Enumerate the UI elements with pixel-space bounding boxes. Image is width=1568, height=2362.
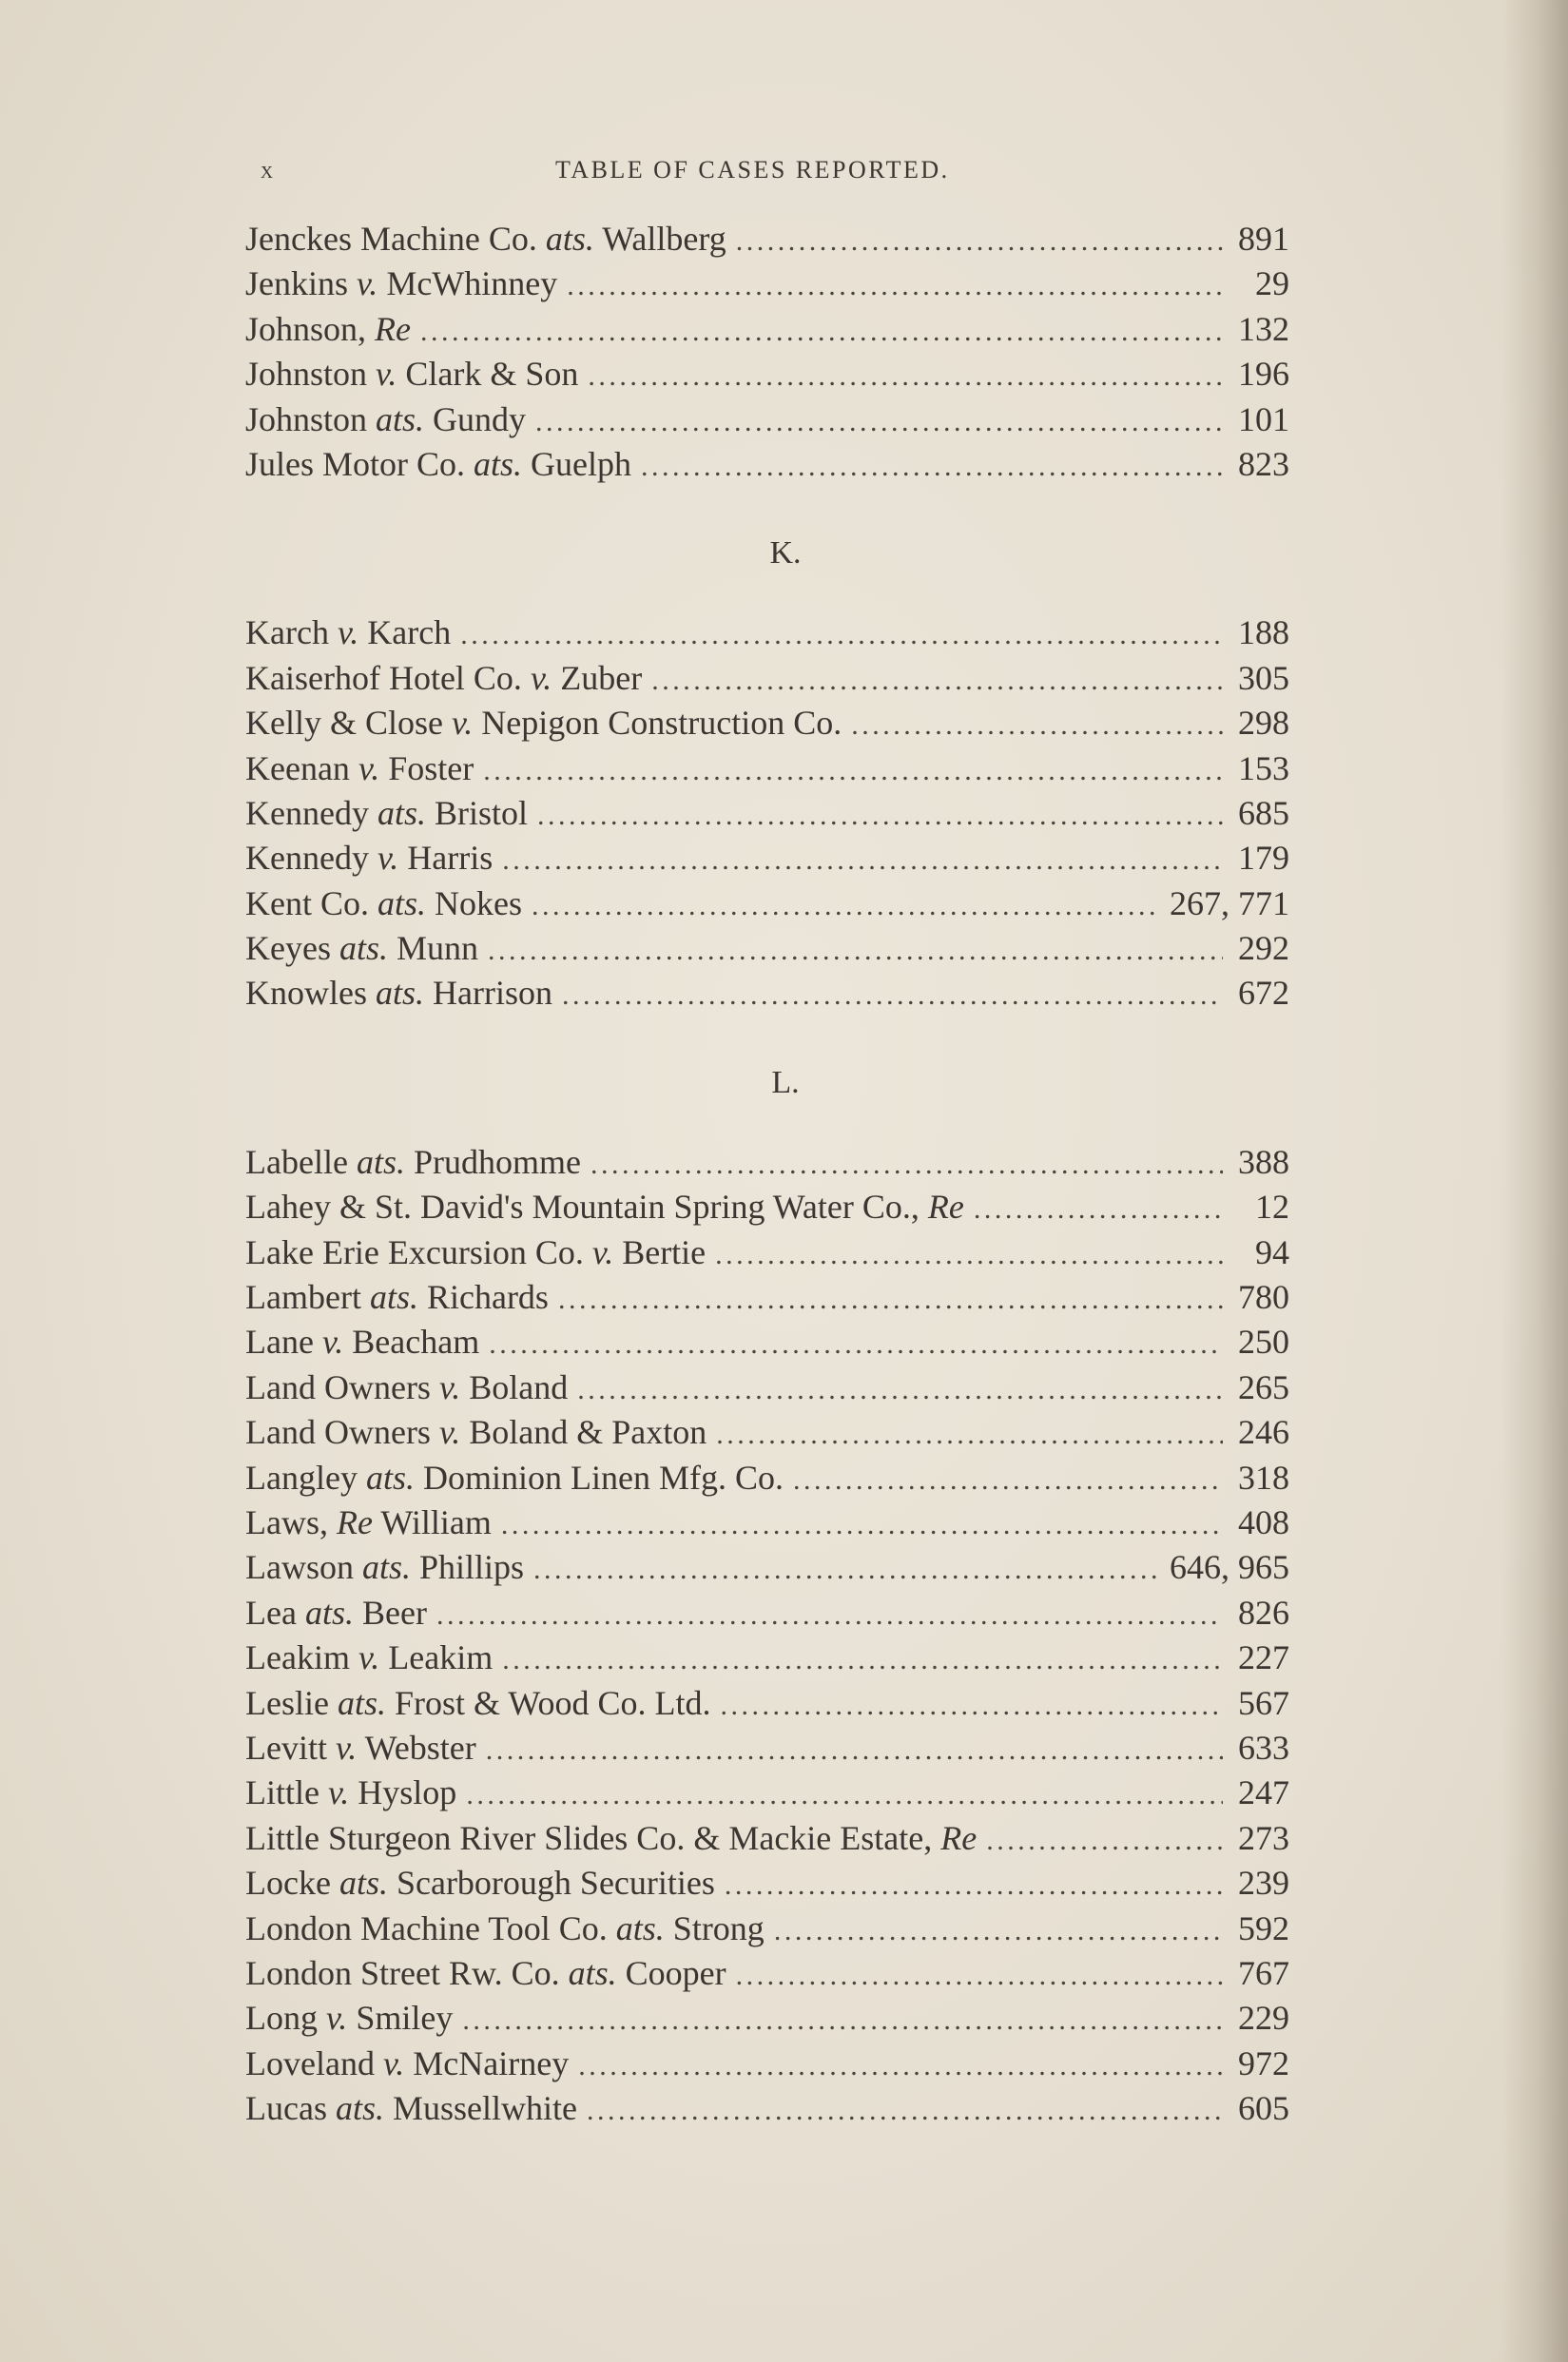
case-conjunction: ats. bbox=[369, 1278, 418, 1317]
case-entry bbox=[245, 1545, 1289, 1590]
dot-leader bbox=[502, 1637, 1223, 1682]
case-conjunction: ats. bbox=[361, 1548, 411, 1587]
case-party-second: Bristol bbox=[434, 793, 528, 832]
case-name bbox=[245, 926, 478, 971]
case-page-number: 132 bbox=[1238, 309, 1289, 348]
case-party-second: Hyslop bbox=[358, 1773, 457, 1812]
case-name bbox=[245, 1410, 707, 1455]
case-party-first: Little bbox=[245, 1773, 319, 1812]
dot-leader bbox=[460, 612, 1223, 657]
case-page-number: 592 bbox=[1238, 1908, 1289, 1947]
case-name bbox=[245, 1907, 765, 1951]
case-entry bbox=[245, 1771, 1289, 1815]
dot-leader bbox=[725, 1863, 1223, 1907]
case-party-second: Guelph bbox=[531, 444, 632, 483]
case-name bbox=[245, 1275, 549, 1320]
dot-leader bbox=[466, 1772, 1223, 1817]
case-party-second: Nepigon Construction Co. bbox=[481, 704, 842, 743]
dot-leader bbox=[488, 928, 1223, 973]
case-entry bbox=[245, 1951, 1289, 1996]
dot-leader bbox=[716, 1412, 1223, 1457]
case-party-second: Harrison bbox=[433, 974, 552, 1013]
case-name bbox=[245, 1545, 524, 1590]
case-name bbox=[245, 1365, 568, 1410]
case-party-first: London Street Rw. Co. bbox=[245, 1953, 560, 1992]
case-entry bbox=[245, 1275, 1289, 1320]
case-page-number: 227 bbox=[1238, 1638, 1289, 1677]
case-entry bbox=[245, 836, 1289, 881]
case-page-number: 633 bbox=[1238, 1728, 1289, 1767]
case-party-first: Leakim bbox=[245, 1638, 350, 1677]
case-page-number: 972 bbox=[1238, 2043, 1289, 2082]
case-conjunction: v. bbox=[358, 1638, 380, 1677]
case-page-number: 239 bbox=[1238, 1864, 1289, 1903]
case-party-second: Strong bbox=[672, 1908, 765, 1947]
case-entry bbox=[245, 2042, 1289, 2086]
case-conjunction: v. bbox=[591, 1232, 614, 1271]
case-page-number: 292 bbox=[1238, 929, 1289, 968]
case-entry bbox=[245, 1996, 1289, 2041]
case-conjunction: v. bbox=[382, 2043, 405, 2082]
case-name bbox=[245, 1771, 456, 1815]
case-conjunction: Re bbox=[927, 1188, 964, 1227]
dot-leader bbox=[851, 703, 1223, 747]
case-page-number: 605 bbox=[1238, 2089, 1289, 2128]
case-party-second: Leakim bbox=[388, 1638, 494, 1677]
case-entry bbox=[245, 1636, 1289, 1680]
case-name bbox=[245, 701, 842, 745]
case-page-number: 273 bbox=[1238, 1818, 1289, 1857]
dot-leader bbox=[736, 219, 1223, 263]
case-conjunction: Re bbox=[336, 1502, 373, 1541]
case-conjunction: ats. bbox=[545, 220, 594, 258]
case-conjunction: v. bbox=[326, 1999, 348, 2038]
case-entry bbox=[245, 701, 1289, 745]
dot-leader bbox=[720, 1683, 1223, 1728]
case-page-number: 247 bbox=[1238, 1773, 1289, 1812]
case-page-number: 567 bbox=[1238, 1683, 1289, 1722]
case-party-first: Lambert bbox=[245, 1278, 361, 1317]
case-name bbox=[245, 307, 411, 352]
case-conjunction: ats. bbox=[568, 1953, 617, 1992]
case-name bbox=[245, 397, 526, 442]
dot-leader bbox=[578, 2043, 1223, 2088]
dot-leader bbox=[535, 399, 1223, 444]
case-party-second: Richards bbox=[426, 1278, 549, 1317]
dot-leader bbox=[774, 1908, 1223, 1953]
case-page-number: 229 bbox=[1238, 1999, 1289, 2038]
dot-leader bbox=[577, 1367, 1223, 1412]
case-entry bbox=[245, 1591, 1289, 1636]
page-edge-shadow bbox=[1501, 0, 1568, 2362]
case-conjunction: ats. bbox=[365, 1458, 415, 1497]
case-entry bbox=[245, 971, 1289, 1016]
case-entry bbox=[245, 881, 1289, 926]
dot-leader bbox=[974, 1187, 1223, 1231]
dot-leader bbox=[793, 1458, 1223, 1502]
case-entry bbox=[245, 1681, 1289, 1726]
case-page-number: 646, 965 bbox=[1170, 1548, 1289, 1587]
case-entry bbox=[245, 791, 1289, 836]
case-party-second: Prudhomme bbox=[413, 1142, 581, 1181]
case-name bbox=[245, 1500, 492, 1545]
case-party-first: Laws, bbox=[245, 1502, 328, 1541]
case-name bbox=[245, 1996, 453, 2041]
case-party-second: Clark & Son bbox=[405, 355, 579, 394]
case-conjunction: v. bbox=[357, 264, 378, 303]
case-conjunction: v. bbox=[438, 1367, 461, 1406]
dot-leader bbox=[715, 1232, 1223, 1277]
dot-leader bbox=[587, 2088, 1223, 2133]
case-entry bbox=[245, 261, 1289, 306]
running-title: TABLE OF CASES REPORTED. bbox=[555, 156, 950, 184]
case-page-number: 685 bbox=[1238, 793, 1289, 832]
case-entry bbox=[245, 1365, 1289, 1410]
case-name bbox=[245, 746, 474, 791]
case-page-number: 823 bbox=[1238, 444, 1289, 483]
case-party-first: Long bbox=[245, 1999, 318, 2038]
dot-leader bbox=[567, 263, 1223, 308]
case-name bbox=[245, 656, 642, 701]
case-entry bbox=[245, 1185, 1289, 1229]
case-entry bbox=[245, 1500, 1289, 1545]
case-party-second: Beer bbox=[361, 1593, 427, 1632]
case-entry bbox=[245, 1456, 1289, 1500]
case-entry bbox=[245, 442, 1289, 487]
case-page-number: 196 bbox=[1238, 355, 1289, 394]
case-party-first: Kaiserhof Hotel Co. bbox=[245, 658, 522, 697]
case-entry bbox=[245, 1230, 1289, 1275]
case-page-number: 29 bbox=[1255, 264, 1289, 303]
case-entry bbox=[245, 1816, 1289, 1861]
case-entry bbox=[245, 1140, 1289, 1185]
case-entry bbox=[245, 926, 1289, 971]
case-page-number: 767 bbox=[1238, 1953, 1289, 1992]
case-name bbox=[245, 881, 522, 926]
case-party-second: Beacham bbox=[352, 1323, 480, 1362]
case-party-second: Smiley bbox=[356, 1999, 454, 2038]
case-party-second: Phillips bbox=[419, 1548, 525, 1587]
case-party-first: Knowles bbox=[245, 974, 367, 1013]
case-conjunction: ats. bbox=[474, 444, 523, 483]
case-name bbox=[245, 836, 493, 881]
dot-leader bbox=[420, 309, 1223, 354]
case-conjunction: ats. bbox=[615, 1908, 665, 1947]
case-party-second: Webster bbox=[364, 1728, 476, 1767]
case-page-number: 318 bbox=[1238, 1458, 1289, 1497]
case-party-second: McWhinney bbox=[386, 264, 558, 303]
table-of-cases bbox=[245, 217, 1289, 2131]
case-party-second: Scarborough Securities bbox=[396, 1864, 715, 1903]
dot-leader bbox=[501, 1502, 1223, 1547]
case-party-first: Levitt bbox=[245, 1728, 327, 1767]
case-party-second: Cooper bbox=[625, 1953, 726, 1992]
case-party-second: Mussellwhite bbox=[392, 2089, 577, 2128]
case-conjunction: v. bbox=[377, 839, 399, 878]
case-name bbox=[245, 1185, 964, 1229]
case-name bbox=[245, 1951, 726, 1996]
case-party-second: Foster bbox=[388, 748, 474, 787]
case-page-number: 388 bbox=[1238, 1142, 1289, 1181]
case-party-first: Kennedy bbox=[245, 793, 369, 832]
case-page-number: 408 bbox=[1238, 1502, 1289, 1541]
dot-leader bbox=[651, 658, 1223, 703]
case-page-number: 298 bbox=[1238, 704, 1289, 743]
dot-leader bbox=[533, 1547, 1160, 1592]
dot-leader bbox=[486, 1728, 1223, 1772]
case-party-second: Munn bbox=[396, 929, 478, 968]
case-page-number: 246 bbox=[1238, 1413, 1289, 1452]
case-name bbox=[245, 1320, 479, 1365]
case-entry bbox=[245, 1907, 1289, 1951]
case-conjunction: ats. bbox=[376, 399, 425, 438]
case-name bbox=[245, 791, 528, 836]
case-name bbox=[245, 1636, 493, 1680]
case-party-second: Zuber bbox=[560, 658, 643, 697]
case-entry bbox=[245, 1320, 1289, 1365]
case-conjunction: v. bbox=[438, 1413, 461, 1452]
case-name bbox=[245, 2042, 569, 2086]
case-conjunction: Re bbox=[940, 1818, 978, 1857]
case-party-second: Harris bbox=[407, 839, 494, 878]
case-party-second: William bbox=[380, 1502, 492, 1541]
case-entry bbox=[245, 610, 1289, 655]
case-name bbox=[245, 1230, 706, 1275]
case-party-second: Nokes bbox=[435, 883, 523, 922]
case-conjunction: ats. bbox=[335, 2089, 384, 2128]
case-conjunction: ats. bbox=[376, 974, 425, 1013]
case-party-first: Little Sturgeon River Slides Co. & Mackie Estate, bbox=[245, 1818, 933, 1857]
case-conjunction: ats. bbox=[337, 1683, 386, 1722]
case-conjunction: ats. bbox=[377, 793, 426, 832]
dot-leader bbox=[537, 793, 1223, 838]
dot-leader bbox=[532, 883, 1160, 928]
case-conjunction: v. bbox=[358, 748, 380, 787]
case-name bbox=[245, 352, 578, 397]
dot-leader bbox=[986, 1818, 1223, 1863]
case-party-first: Kennedy bbox=[245, 839, 369, 878]
case-party-second: Karch bbox=[367, 613, 452, 652]
case-entry bbox=[245, 1726, 1289, 1771]
case-conjunction: ats. bbox=[356, 1142, 405, 1181]
case-party-first: Kent Co. bbox=[245, 883, 369, 922]
running-head bbox=[261, 156, 1287, 190]
dot-leader bbox=[588, 354, 1223, 398]
section-j bbox=[245, 217, 1289, 487]
case-party-first: Loveland bbox=[245, 2043, 375, 2082]
section-letter: L. bbox=[771, 1064, 800, 1100]
case-page-number: 305 bbox=[1238, 658, 1289, 697]
case-conjunction: v. bbox=[321, 1323, 344, 1362]
case-party-first: Karch bbox=[245, 613, 329, 652]
case-name bbox=[245, 1816, 977, 1861]
case-party-first: Kelly & Close bbox=[245, 704, 443, 743]
case-page-number: 265 bbox=[1238, 1367, 1289, 1406]
case-name bbox=[245, 261, 557, 306]
case-conjunction: v. bbox=[376, 355, 397, 394]
case-party-first: London Machine Tool Co. bbox=[245, 1908, 608, 1947]
dot-leader bbox=[462, 1998, 1223, 2043]
case-conjunction: v. bbox=[451, 704, 474, 743]
case-entry bbox=[245, 352, 1289, 397]
case-party-first: Keenan bbox=[245, 748, 350, 787]
case-party-first: Johnston bbox=[245, 355, 368, 394]
case-page-number: 188 bbox=[1238, 613, 1289, 652]
case-page-number: 179 bbox=[1238, 839, 1289, 878]
case-party-first: Johnston bbox=[245, 399, 368, 438]
case-page-number: 12 bbox=[1255, 1188, 1289, 1227]
dot-leader bbox=[483, 748, 1223, 793]
case-page-number: 153 bbox=[1238, 748, 1289, 787]
case-party-first: Jules Motor Co. bbox=[245, 444, 466, 483]
case-party-second: Bertie bbox=[622, 1232, 707, 1271]
case-entry bbox=[245, 656, 1289, 701]
case-entry bbox=[245, 2086, 1289, 2131]
case-entry bbox=[245, 746, 1289, 791]
case-conjunction: v. bbox=[337, 613, 359, 652]
case-page-number: 267, 771 bbox=[1170, 883, 1289, 922]
case-party-first: Johnson, bbox=[245, 309, 367, 348]
case-party-second: Frost & Wood Co. Ltd. bbox=[394, 1683, 711, 1722]
case-party-first: Land Owners bbox=[245, 1367, 431, 1406]
case-entry bbox=[245, 397, 1289, 442]
case-party-first: Lawson bbox=[245, 1548, 354, 1587]
case-name bbox=[245, 610, 451, 655]
case-name bbox=[245, 2086, 577, 2131]
dot-leader bbox=[436, 1593, 1223, 1637]
case-name bbox=[245, 1681, 710, 1726]
case-page-number: 94 bbox=[1255, 1232, 1289, 1271]
case-conjunction: v. bbox=[327, 1773, 350, 1812]
case-party-first: Jenkins bbox=[245, 264, 348, 303]
case-name bbox=[245, 442, 631, 487]
section-k bbox=[245, 531, 1289, 1016]
case-name bbox=[245, 1726, 476, 1771]
case-page-number: 891 bbox=[1238, 220, 1289, 258]
case-party-first: Lake Erie Excursion Co. bbox=[245, 1232, 584, 1271]
case-name bbox=[245, 217, 726, 261]
case-page-number: 250 bbox=[1238, 1323, 1289, 1362]
case-party-first: Lucas bbox=[245, 2089, 327, 2128]
case-party-second: Wallberg bbox=[602, 220, 726, 258]
case-party-first: Lane bbox=[245, 1323, 314, 1362]
dot-leader bbox=[590, 1142, 1223, 1187]
case-party-second: McNairney bbox=[413, 2043, 570, 2082]
case-page-number: 672 bbox=[1238, 974, 1289, 1013]
case-party-first: Labelle bbox=[245, 1142, 348, 1181]
case-name bbox=[245, 1456, 784, 1500]
case-conjunction: v. bbox=[335, 1728, 358, 1767]
case-party-first: Keyes bbox=[245, 929, 331, 968]
section-l bbox=[245, 1060, 1289, 2132]
dot-leader bbox=[558, 1277, 1223, 1322]
case-party-first: Lahey & St. David's Mountain Spring Water Co., bbox=[245, 1188, 920, 1227]
case-name bbox=[245, 971, 552, 1016]
dot-leader bbox=[641, 444, 1223, 489]
case-party-second: Gundy bbox=[433, 399, 527, 438]
case-conjunction: ats. bbox=[377, 883, 427, 922]
case-page-number: 780 bbox=[1238, 1278, 1289, 1317]
page-number: x bbox=[261, 156, 274, 184]
case-conjunction: ats. bbox=[339, 1864, 388, 1903]
section-letter: K. bbox=[769, 535, 802, 571]
dot-leader bbox=[502, 838, 1223, 882]
case-name bbox=[245, 1591, 427, 1636]
case-party-first: Locke bbox=[245, 1864, 331, 1903]
case-conjunction: v. bbox=[530, 658, 552, 697]
case-party-first: Land Owners bbox=[245, 1413, 431, 1452]
case-conjunction: ats. bbox=[339, 929, 388, 968]
case-name bbox=[245, 1140, 581, 1185]
dot-leader bbox=[736, 1953, 1223, 1998]
case-party-first: Leslie bbox=[245, 1683, 329, 1722]
case-page-number: 826 bbox=[1238, 1593, 1289, 1632]
case-entry bbox=[245, 1861, 1289, 1906]
case-conjunction: ats. bbox=[304, 1593, 354, 1632]
dot-leader bbox=[489, 1322, 1223, 1366]
case-party-second: Boland & Paxton bbox=[469, 1413, 707, 1452]
case-conjunction: Re bbox=[375, 309, 411, 348]
case-party-first: Lea bbox=[245, 1593, 297, 1632]
case-name bbox=[245, 1861, 715, 1906]
case-entry bbox=[245, 1410, 1289, 1455]
case-party-first: Langley bbox=[245, 1458, 358, 1497]
case-party-second: Dominion Linen Mfg. Co. bbox=[422, 1458, 784, 1497]
dot-leader bbox=[562, 973, 1223, 1017]
case-page-number: 101 bbox=[1238, 399, 1289, 438]
case-party-second: Boland bbox=[469, 1367, 569, 1406]
case-party-first: Jenckes Machine Co. bbox=[245, 220, 537, 258]
case-entry bbox=[245, 217, 1289, 261]
case-entry bbox=[245, 307, 1289, 352]
